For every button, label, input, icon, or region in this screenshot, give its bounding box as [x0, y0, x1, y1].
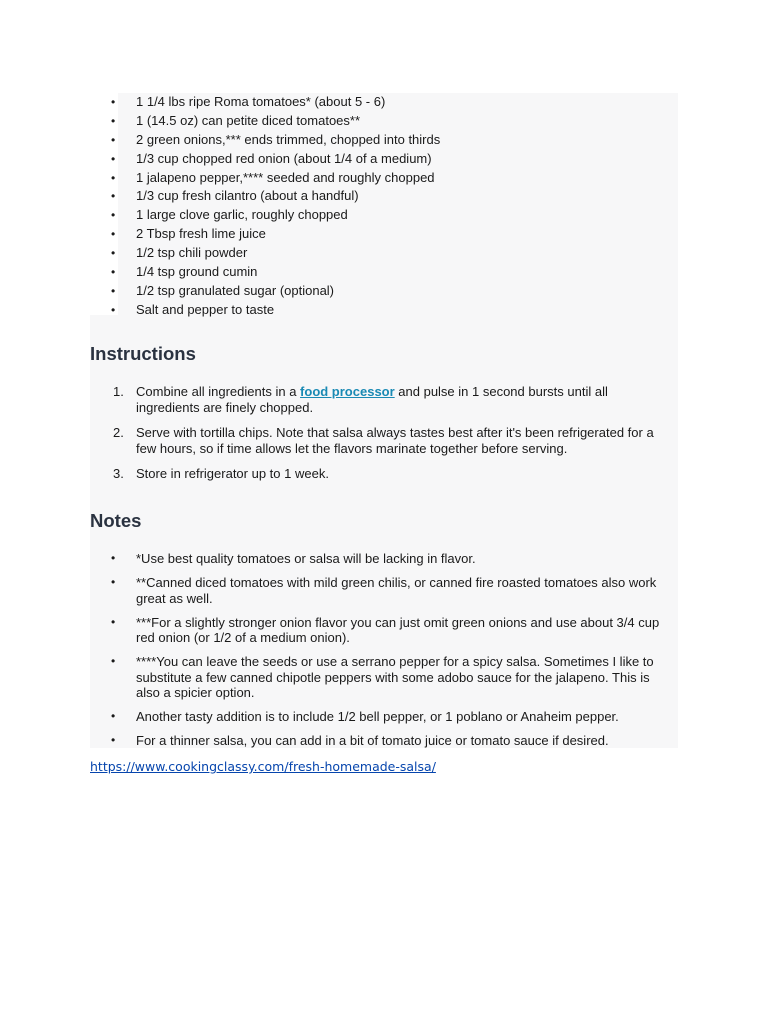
ingredient-item: • 1 (14.5 oz) can petite diced tomatoes**: [108, 112, 440, 131]
ingredient-item: • Salt and pepper to taste: [108, 301, 440, 320]
step-text: Serve with tortilla chips. Note that salsa always tastes best after it's been refrigerated for a few hours, so if time allows let the flavors marinate together before serving.: [136, 425, 654, 456]
ingredient-item: • 1 large clove garlic, roughly chopped: [108, 206, 440, 225]
notes-list: [108, 551, 673, 757]
ingredients-list: [108, 93, 440, 320]
instruction-step: [108, 466, 668, 482]
step-text: Store in refrigerator up to 1 week.: [136, 466, 329, 481]
instructions-heading: Instructions: [90, 343, 196, 364]
source-url-link[interactable]: https://www.cookingclassy.com/fresh-homemade-salsa/: [90, 759, 436, 774]
note-item: • **Canned diced tomatoes with mild green chilis, or canned fire roasted tomatoes also work great as well.: [108, 575, 673, 606]
note-item: • ***For a slightly stronger onion flavor you can just omit green onions and use about 3/4 cup red onion (or 1/2 of a medium onion).: [108, 615, 673, 646]
ingredient-item: • 2 green onions,*** ends trimmed, chopped into thirds: [108, 131, 440, 150]
ingredient-item: • 1/3 cup fresh cilantro (about a handful): [108, 187, 440, 206]
ingredient-item: • 2 Tbsp fresh lime juice: [108, 225, 440, 244]
instruction-step: [108, 384, 668, 416]
ingredient-item: • 1/2 tsp chili powder: [108, 244, 440, 263]
notes-heading: Notes: [90, 510, 142, 531]
instructions-list: [108, 384, 668, 491]
step-text: Combine all ingredients in a: [136, 384, 301, 399]
food-processor-link[interactable]: food processor: [300, 384, 395, 399]
ingredient-item: • 1 jalapeno pepper,**** seeded and roughly chopped: [108, 169, 440, 188]
step-text: and pulse in 1 second bursts until all ingredients are finely chopped.: [136, 384, 608, 415]
note-item: • For a thinner salsa, you can add in a bit of tomato juice or tomato sauce if desired.: [108, 733, 673, 749]
step-number: 3.: [113, 466, 124, 481]
step-number: 1.: [113, 384, 124, 399]
ingredient-item: • 1/2 tsp granulated sugar (optional): [108, 282, 440, 301]
note-item: • *Use best quality tomatoes or salsa will be lacking in flavor.: [108, 551, 673, 567]
step-number: 2.: [113, 425, 124, 440]
instruction-step: [108, 425, 668, 457]
ingredient-item: • 1/4 tsp ground cumin: [108, 263, 440, 282]
note-item: • ****You can leave the seeds or use a serrano pepper for a spicy salsa. Sometimes I like to substitute a few canned chipotle peppers with some adobo sauce for the jalapeno. This is also a spicier option.: [108, 654, 673, 701]
ingredient-item: • 1 1/4 lbs ripe Roma tomatoes* (about 5 - 6): [108, 93, 440, 112]
ingredient-item: • 1/3 cup chopped red onion (about 1/4 of a medium): [108, 150, 440, 169]
note-item: • Another tasty addition is to include 1/2 bell pepper, or 1 poblano or Anaheim pepper.: [108, 709, 673, 725]
